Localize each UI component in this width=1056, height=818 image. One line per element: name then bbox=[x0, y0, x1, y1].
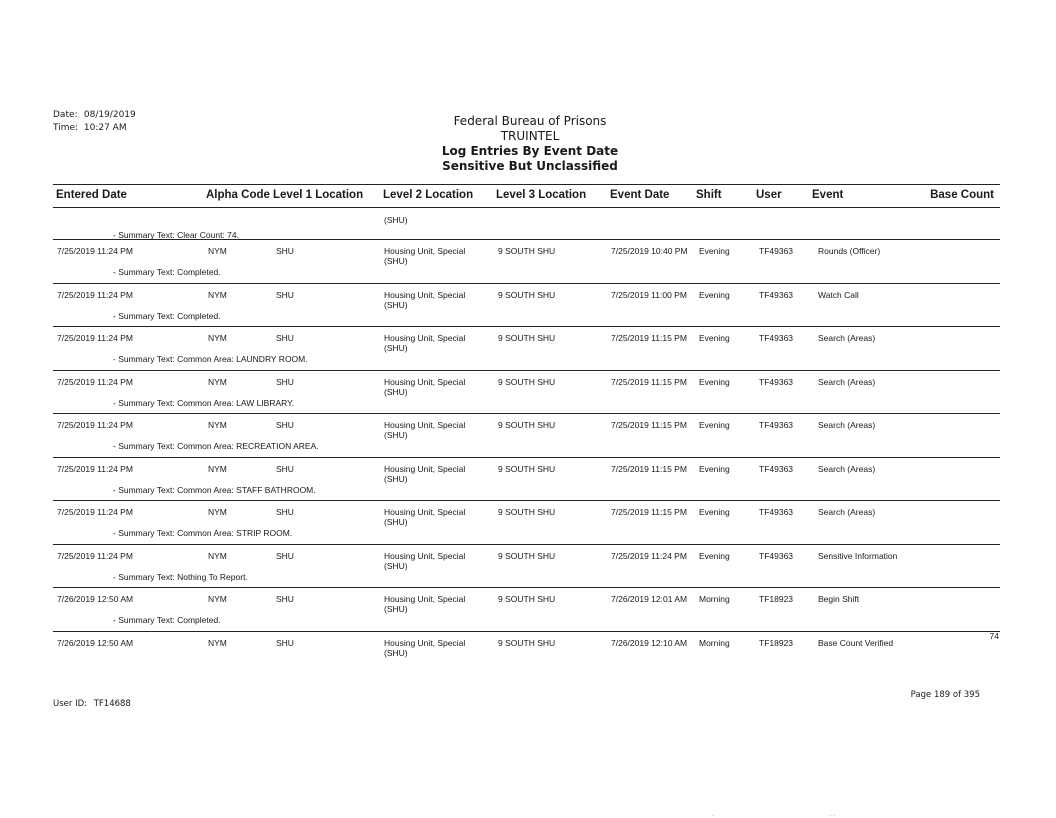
level2-cell: Housing Unit, Special bbox=[384, 594, 466, 604]
level1-cell: SHU bbox=[276, 507, 294, 517]
level2-cell: Housing Unit, Special bbox=[384, 507, 466, 517]
summary-text: - Summary Text: Common Area: STRIP ROOM. bbox=[113, 528, 293, 538]
col-level2-location: Level 2 Location bbox=[383, 189, 474, 201]
shift-cell: Evening bbox=[699, 377, 730, 387]
page-number: Page 189 of 395 bbox=[910, 690, 980, 700]
col-user: User bbox=[756, 189, 782, 201]
scan-speck: . . bbox=[830, 812, 836, 818]
event-cell: Search (Areas) bbox=[818, 377, 876, 387]
event-date-cell: 7/25/2019 11:24 PM bbox=[611, 551, 687, 561]
level3-cell: 9 SOUTH SHU bbox=[498, 333, 556, 343]
event-cell: Begin Shift bbox=[818, 594, 860, 604]
level2-cell-cont: (SHU) bbox=[384, 430, 408, 440]
entered-date-cell: 7/25/2019 11:24 PM bbox=[57, 290, 133, 300]
report-title-block bbox=[380, 114, 680, 174]
shift-cell: Evening bbox=[699, 464, 730, 474]
row-separator bbox=[53, 326, 1000, 327]
level1-cell: SHU bbox=[276, 290, 294, 300]
col-entered-date: Entered Date bbox=[56, 189, 127, 201]
event-date-cell: 7/26/2019 12:01 AM bbox=[611, 594, 688, 604]
event-cell: Search (Areas) bbox=[818, 507, 876, 517]
level1-cell: SHU bbox=[276, 638, 294, 648]
carryover-level2: (SHU) bbox=[384, 215, 408, 225]
level2-cell: Housing Unit, Special bbox=[384, 551, 466, 561]
user-cell: TF49363 bbox=[759, 377, 794, 387]
col-level1-location: Level 1 Location bbox=[273, 189, 364, 201]
header-bottom-rule bbox=[53, 207, 1000, 208]
user-cell: TF49363 bbox=[759, 420, 794, 430]
alpha-code-cell: NYM bbox=[208, 594, 227, 604]
user-cell: TF49363 bbox=[759, 464, 794, 474]
level2-cell-cont: (SHU) bbox=[384, 387, 408, 397]
level3-cell: 9 SOUTH SHU bbox=[498, 638, 556, 648]
alpha-code-cell: NYM bbox=[208, 551, 227, 561]
event-date-cell: 7/25/2019 11:15 PM bbox=[611, 377, 687, 387]
col-event: Event bbox=[812, 189, 844, 201]
base-count-cell: 74 bbox=[989, 631, 999, 641]
event-cell: Rounds (Officer) bbox=[818, 246, 881, 256]
date-value: 08/19/2019 bbox=[83, 110, 136, 120]
shift-cell: Morning bbox=[699, 594, 730, 604]
scan-speck: . bbox=[712, 812, 714, 818]
level2-cell-cont: (SHU) bbox=[384, 604, 408, 614]
col-alpha-code: Alpha Code bbox=[206, 189, 270, 201]
shift-cell: Morning bbox=[699, 638, 730, 648]
summary-text: - Summary Text: Completed. bbox=[113, 311, 221, 321]
row-separator bbox=[53, 370, 1000, 371]
level2-cell-cont: (SHU) bbox=[384, 300, 408, 310]
org-name: Federal Bureau of Prisons bbox=[453, 114, 607, 128]
user-cell: TF49363 bbox=[759, 333, 794, 343]
entered-date-cell: 7/25/2019 11:24 PM bbox=[57, 464, 133, 474]
col-shift: Shift bbox=[696, 189, 722, 201]
shift-cell: Evening bbox=[699, 246, 730, 256]
level3-cell: 9 SOUTH SHU bbox=[498, 594, 556, 604]
col-base-count: Base Count bbox=[930, 189, 994, 201]
row-separator bbox=[53, 587, 1000, 588]
alpha-code-cell: NYM bbox=[208, 377, 227, 387]
level2-cell-cont: (SHU) bbox=[384, 561, 408, 571]
level1-cell: SHU bbox=[276, 377, 294, 387]
date-label: Date: bbox=[53, 110, 78, 120]
level2-cell-cont: (SHU) bbox=[384, 474, 408, 484]
event-date-cell: 7/25/2019 11:15 PM bbox=[611, 420, 687, 430]
entered-date-cell: 7/25/2019 11:24 PM bbox=[57, 551, 133, 561]
level3-cell: 9 SOUTH SHU bbox=[498, 290, 556, 300]
row-separator bbox=[53, 239, 1000, 240]
event-cell: Search (Areas) bbox=[818, 333, 876, 343]
level2-cell: Housing Unit, Special bbox=[384, 290, 466, 300]
summary-text: - Summary Text: Common Area: LAUNDRY ROOM. bbox=[113, 354, 308, 364]
alpha-code-cell: NYM bbox=[208, 638, 227, 648]
report-time bbox=[53, 123, 127, 133]
footer-user-id bbox=[53, 699, 131, 709]
user-id-value: TF14688 bbox=[93, 699, 131, 709]
classification-label: Sensitive But Unclassified bbox=[442, 159, 618, 173]
shift-cell: Evening bbox=[699, 333, 730, 343]
level2-cell: Housing Unit, Special bbox=[384, 333, 466, 343]
level2-cell: Housing Unit, Special bbox=[384, 638, 466, 648]
user-cell: TF49363 bbox=[759, 290, 794, 300]
event-date-cell: 7/25/2019 11:15 PM bbox=[611, 464, 687, 474]
level1-cell: SHU bbox=[276, 464, 294, 474]
row-separator bbox=[53, 413, 1000, 414]
level1-cell: SHU bbox=[276, 551, 294, 561]
entered-date-cell: 7/25/2019 11:24 PM bbox=[57, 507, 133, 517]
level2-cell: Housing Unit, Special bbox=[384, 246, 466, 256]
row-separator bbox=[53, 500, 1000, 501]
level2-cell-cont: (SHU) bbox=[384, 343, 408, 353]
summary-text: - Summary Text: Common Area: RECREATION AREA. bbox=[113, 441, 319, 451]
level2-cell-cont: (SHU) bbox=[384, 648, 408, 658]
level1-cell: SHU bbox=[276, 333, 294, 343]
event-cell: Base Count Verified bbox=[818, 638, 894, 648]
entered-date-cell: 7/25/2019 11:24 PM bbox=[57, 377, 133, 387]
summary-text: - Summary Text: Common Area: STAFF BATHROOM. bbox=[113, 485, 316, 495]
level3-cell: 9 SOUTH SHU bbox=[498, 377, 556, 387]
level3-cell: 9 SOUTH SHU bbox=[498, 551, 556, 561]
event-cell: Sensitive Information bbox=[818, 551, 898, 561]
level1-cell: SHU bbox=[276, 246, 294, 256]
entered-date-cell: 7/25/2019 11:24 PM bbox=[57, 246, 133, 256]
level1-cell: SHU bbox=[276, 420, 294, 430]
level3-cell: 9 SOUTH SHU bbox=[498, 420, 556, 430]
level1-cell: SHU bbox=[276, 594, 294, 604]
event-date-cell: 7/25/2019 11:15 PM bbox=[611, 507, 687, 517]
summary-text: - Summary Text: Nothing To Report. bbox=[113, 572, 248, 582]
event-date-cell: 7/25/2019 11:00 PM bbox=[611, 290, 687, 300]
entered-date-cell: 7/26/2019 12:50 AM bbox=[57, 638, 134, 648]
shift-cell: Evening bbox=[699, 420, 730, 430]
row-separator bbox=[53, 457, 1000, 458]
col-level3-location: Level 3 Location bbox=[496, 189, 587, 201]
alpha-code-cell: NYM bbox=[208, 333, 227, 343]
time-label: Time: bbox=[53, 123, 79, 133]
summary-text: - Summary Text: Completed. bbox=[113, 267, 221, 277]
alpha-code-cell: NYM bbox=[208, 464, 227, 474]
level2-cell: Housing Unit, Special bbox=[384, 464, 466, 474]
alpha-code-cell: NYM bbox=[208, 246, 227, 256]
event-date-cell: 7/25/2019 10:40 PM bbox=[611, 246, 688, 256]
level2-cell: Housing Unit, Special bbox=[384, 377, 466, 387]
user-cell: TF49363 bbox=[759, 246, 794, 256]
event-date-cell: 7/25/2019 11:15 PM bbox=[611, 333, 687, 343]
entered-date-cell: 7/26/2019 12:50 AM bbox=[57, 594, 134, 604]
header-top-rule bbox=[53, 184, 1000, 185]
report-name: Log Entries By Event Date bbox=[441, 144, 619, 158]
user-cell: TF18923 bbox=[759, 638, 794, 648]
level2-cell-cont: (SHU) bbox=[384, 256, 408, 266]
summary-text: - Summary Text: Completed. bbox=[113, 615, 221, 625]
event-cell: Search (Areas) bbox=[818, 464, 876, 474]
summary-text: - Summary Text: Common Area: LAW LIBRARY. bbox=[113, 398, 295, 408]
user-cell: TF49363 bbox=[759, 507, 794, 517]
event-cell: Search (Areas) bbox=[818, 420, 876, 430]
row-separator bbox=[53, 283, 1000, 284]
user-cell: TF49363 bbox=[759, 551, 794, 561]
alpha-code-cell: NYM bbox=[208, 420, 227, 430]
system-name: TRUINTEL bbox=[500, 129, 560, 143]
shift-cell: Evening bbox=[699, 551, 730, 561]
event-date-cell: 7/26/2019 12:10 AM bbox=[611, 638, 688, 648]
entered-date-cell: 7/25/2019 11:24 PM bbox=[57, 333, 133, 343]
level3-cell: 9 SOUTH SHU bbox=[498, 246, 556, 256]
row-separator bbox=[53, 631, 1000, 632]
alpha-code-cell: NYM bbox=[208, 507, 227, 517]
level2-cell: Housing Unit, Special bbox=[384, 420, 466, 430]
time-value: 10:27 AM bbox=[83, 123, 127, 133]
user-id-label: User ID: bbox=[53, 699, 87, 709]
shift-cell: Evening bbox=[699, 290, 730, 300]
level2-cell-cont: (SHU) bbox=[384, 517, 408, 527]
event-cell: Watch Call bbox=[818, 290, 859, 300]
row-separator bbox=[53, 544, 1000, 545]
user-cell: TF18923 bbox=[759, 594, 794, 604]
level3-cell: 9 SOUTH SHU bbox=[498, 507, 556, 517]
entered-date-cell: 7/25/2019 11:24 PM bbox=[57, 420, 133, 430]
carryover-summary: - Summary Text: Clear Count: 74. bbox=[113, 230, 239, 240]
shift-cell: Evening bbox=[699, 507, 730, 517]
col-event-date: Event Date bbox=[610, 189, 670, 201]
level3-cell: 9 SOUTH SHU bbox=[498, 464, 556, 474]
report-date bbox=[53, 110, 136, 120]
alpha-code-cell: NYM bbox=[208, 290, 227, 300]
